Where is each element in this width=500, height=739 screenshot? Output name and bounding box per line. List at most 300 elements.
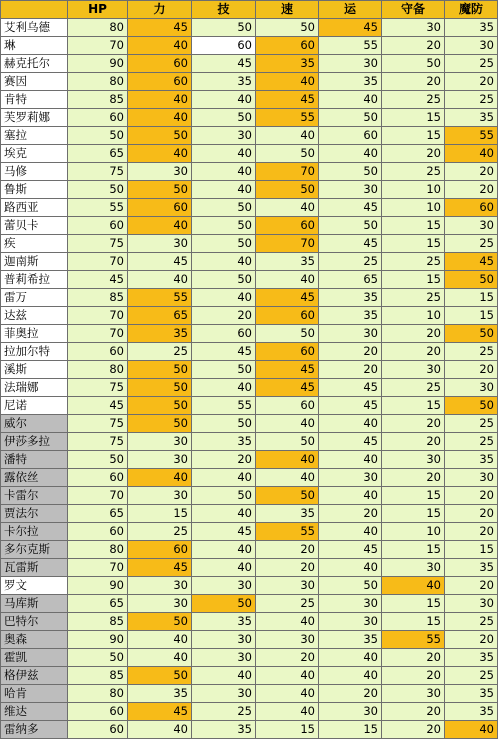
stat-cell[interactable]: 20 bbox=[382, 343, 445, 361]
stat-cell[interactable]: 40 bbox=[256, 271, 319, 289]
stat-cell[interactable]: 35 bbox=[445, 649, 498, 667]
stat-cell[interactable]: 20 bbox=[445, 73, 498, 91]
stat-cell[interactable]: 10 bbox=[382, 307, 445, 325]
stat-cell[interactable]: 40 bbox=[256, 73, 319, 91]
stat-cell[interactable]: 25 bbox=[382, 253, 445, 271]
stat-cell[interactable]: 60 bbox=[68, 217, 128, 235]
stat-cell[interactable]: 85 bbox=[68, 289, 128, 307]
row-name-cell[interactable]: 琳 bbox=[1, 37, 68, 55]
row-name-cell[interactable]: 卡尔拉 bbox=[1, 523, 68, 541]
stat-cell[interactable]: 15 bbox=[382, 271, 445, 289]
stat-cell[interactable]: 35 bbox=[192, 613, 256, 631]
stat-cell[interactable]: 30 bbox=[192, 649, 256, 667]
stat-cell[interactable]: 40 bbox=[256, 613, 319, 631]
stat-cell[interactable]: 30 bbox=[382, 451, 445, 469]
row-name-cell[interactable]: 伊莎多拉 bbox=[1, 433, 68, 451]
stat-cell[interactable]: 15 bbox=[128, 505, 192, 523]
stat-cell[interactable]: 60 bbox=[256, 217, 319, 235]
row-name-cell[interactable]: 达兹 bbox=[1, 307, 68, 325]
stat-cell[interactable]: 15 bbox=[319, 721, 382, 739]
stat-cell[interactable]: 60 bbox=[128, 541, 192, 559]
stat-cell[interactable]: 15 bbox=[382, 397, 445, 415]
stat-cell[interactable]: 40 bbox=[192, 163, 256, 181]
stat-cell[interactable]: 70 bbox=[256, 163, 319, 181]
stat-cell[interactable]: 45 bbox=[68, 271, 128, 289]
stat-cell[interactable]: 45 bbox=[256, 289, 319, 307]
stat-cell[interactable]: 35 bbox=[128, 685, 192, 703]
stat-cell[interactable]: 55 bbox=[256, 109, 319, 127]
stat-cell[interactable]: 40 bbox=[128, 721, 192, 739]
stat-cell[interactable]: 35 bbox=[319, 631, 382, 649]
stat-cell[interactable]: 25 bbox=[445, 433, 498, 451]
stat-cell[interactable]: 45 bbox=[128, 19, 192, 37]
stat-cell[interactable]: 30 bbox=[319, 595, 382, 613]
row-name-cell[interactable]: 多尔克斯 bbox=[1, 541, 68, 559]
stat-cell[interactable]: 45 bbox=[319, 379, 382, 397]
stat-cell[interactable]: 60 bbox=[128, 199, 192, 217]
stat-cell[interactable]: 30 bbox=[445, 379, 498, 397]
stat-cell[interactable]: 45 bbox=[256, 91, 319, 109]
stat-cell[interactable]: 50 bbox=[192, 271, 256, 289]
row-name-cell[interactable]: 威尔 bbox=[1, 415, 68, 433]
stat-cell[interactable]: 45 bbox=[319, 19, 382, 37]
stat-cell[interactable]: 20 bbox=[382, 703, 445, 721]
stat-cell[interactable]: 50 bbox=[128, 397, 192, 415]
row-name-cell[interactable]: 埃克 bbox=[1, 145, 68, 163]
stat-cell[interactable]: 50 bbox=[192, 595, 256, 613]
row-name-cell[interactable]: 潘特 bbox=[1, 451, 68, 469]
row-name-cell[interactable]: 拉加尔特 bbox=[1, 343, 68, 361]
stat-cell[interactable]: 50 bbox=[128, 181, 192, 199]
stat-cell[interactable]: 20 bbox=[382, 649, 445, 667]
row-name-cell[interactable]: 奥森 bbox=[1, 631, 68, 649]
stat-cell[interactable]: 70 bbox=[68, 487, 128, 505]
stat-cell[interactable]: 25 bbox=[256, 595, 319, 613]
stat-cell[interactable]: 15 bbox=[382, 109, 445, 127]
stat-cell[interactable]: 20 bbox=[382, 73, 445, 91]
stat-cell[interactable]: 50 bbox=[319, 217, 382, 235]
stat-cell[interactable]: 15 bbox=[256, 721, 319, 739]
stat-cell[interactable]: 60 bbox=[445, 199, 498, 217]
stat-cell[interactable]: 50 bbox=[256, 487, 319, 505]
stat-cell[interactable]: 40 bbox=[256, 667, 319, 685]
stat-cell[interactable]: 15 bbox=[382, 613, 445, 631]
stat-cell[interactable]: 70 bbox=[68, 307, 128, 325]
stat-cell[interactable]: 90 bbox=[68, 577, 128, 595]
stat-cell[interactable]: 50 bbox=[192, 235, 256, 253]
stat-cell[interactable]: 45 bbox=[192, 523, 256, 541]
stat-cell[interactable]: 30 bbox=[192, 577, 256, 595]
stat-cell[interactable]: 45 bbox=[319, 433, 382, 451]
row-name-cell[interactable]: 罗文 bbox=[1, 577, 68, 595]
stat-cell[interactable]: 50 bbox=[256, 181, 319, 199]
stat-cell[interactable]: 70 bbox=[68, 325, 128, 343]
stat-cell[interactable]: 25 bbox=[128, 523, 192, 541]
stat-cell[interactable]: 50 bbox=[128, 613, 192, 631]
stat-cell[interactable]: 50 bbox=[128, 379, 192, 397]
stat-cell[interactable]: 65 bbox=[128, 307, 192, 325]
stat-cell[interactable]: 35 bbox=[192, 721, 256, 739]
stat-cell[interactable]: 15 bbox=[445, 307, 498, 325]
row-name-cell[interactable]: 芙罗莉娜 bbox=[1, 109, 68, 127]
stat-cell[interactable]: 75 bbox=[68, 235, 128, 253]
stat-cell[interactable]: 15 bbox=[382, 235, 445, 253]
stat-cell[interactable]: 70 bbox=[256, 235, 319, 253]
stat-cell[interactable]: 60 bbox=[68, 109, 128, 127]
header-defense[interactable]: 守备 bbox=[382, 1, 445, 19]
stat-cell[interactable]: 35 bbox=[319, 289, 382, 307]
row-name-cell[interactable]: 疾 bbox=[1, 235, 68, 253]
stat-cell[interactable]: 45 bbox=[68, 397, 128, 415]
stat-cell[interactable]: 20 bbox=[192, 451, 256, 469]
stat-cell[interactable]: 40 bbox=[192, 667, 256, 685]
stat-cell[interactable]: 50 bbox=[128, 667, 192, 685]
row-name-cell[interactable]: 法瑞娜 bbox=[1, 379, 68, 397]
stat-cell[interactable]: 10 bbox=[382, 181, 445, 199]
stat-cell[interactable]: 40 bbox=[128, 37, 192, 55]
stat-cell[interactable]: 40 bbox=[256, 703, 319, 721]
stat-cell[interactable]: 40 bbox=[445, 721, 498, 739]
stat-cell[interactable]: 30 bbox=[319, 469, 382, 487]
stat-cell[interactable]: 20 bbox=[192, 307, 256, 325]
row-name-cell[interactable]: 赛因 bbox=[1, 73, 68, 91]
row-name-cell[interactable]: 格伊兹 bbox=[1, 667, 68, 685]
stat-cell[interactable]: 50 bbox=[68, 181, 128, 199]
stat-cell[interactable]: 25 bbox=[445, 235, 498, 253]
stat-cell[interactable]: 30 bbox=[445, 37, 498, 55]
stat-cell[interactable]: 50 bbox=[192, 487, 256, 505]
stat-cell[interactable]: 50 bbox=[319, 109, 382, 127]
row-name-cell[interactable]: 普莉希拉 bbox=[1, 271, 68, 289]
row-name-cell[interactable]: 贾法尔 bbox=[1, 505, 68, 523]
stat-cell[interactable]: 85 bbox=[68, 91, 128, 109]
stat-cell[interactable]: 55 bbox=[128, 289, 192, 307]
stat-cell[interactable]: 40 bbox=[319, 145, 382, 163]
row-name-cell[interactable]: 哈肯 bbox=[1, 685, 68, 703]
stat-cell[interactable]: 90 bbox=[68, 631, 128, 649]
stat-cell[interactable]: 35 bbox=[128, 325, 192, 343]
stat-cell[interactable]: 40 bbox=[319, 91, 382, 109]
stat-cell[interactable]: 55 bbox=[68, 199, 128, 217]
stat-cell[interactable]: 50 bbox=[68, 451, 128, 469]
stat-cell[interactable]: 30 bbox=[382, 685, 445, 703]
stat-cell[interactable]: 55 bbox=[192, 397, 256, 415]
row-name-cell[interactable]: 雷纳多 bbox=[1, 721, 68, 739]
stat-cell[interactable]: 10 bbox=[382, 523, 445, 541]
stat-cell[interactable]: 60 bbox=[319, 127, 382, 145]
header-hp[interactable]: HP bbox=[68, 1, 128, 19]
stat-cell[interactable]: 60 bbox=[128, 55, 192, 73]
row-name-cell[interactable]: 瓦雷斯 bbox=[1, 559, 68, 577]
stat-cell[interactable]: 50 bbox=[68, 649, 128, 667]
stat-cell[interactable]: 15 bbox=[382, 505, 445, 523]
stat-cell[interactable]: 30 bbox=[445, 595, 498, 613]
stat-cell[interactable]: 50 bbox=[445, 325, 498, 343]
stat-cell[interactable]: 20 bbox=[382, 325, 445, 343]
stat-cell[interactable]: 30 bbox=[319, 703, 382, 721]
stat-cell[interactable]: 20 bbox=[256, 541, 319, 559]
stat-cell[interactable]: 80 bbox=[68, 541, 128, 559]
stat-cell[interactable]: 60 bbox=[68, 469, 128, 487]
stat-cell[interactable]: 30 bbox=[382, 19, 445, 37]
stat-cell[interactable]: 40 bbox=[382, 577, 445, 595]
stat-cell[interactable]: 40 bbox=[128, 469, 192, 487]
stat-cell[interactable]: 35 bbox=[445, 703, 498, 721]
stat-cell[interactable]: 40 bbox=[192, 145, 256, 163]
stat-cell[interactable]: 75 bbox=[68, 163, 128, 181]
stat-cell[interactable]: 45 bbox=[256, 379, 319, 397]
stat-cell[interactable]: 60 bbox=[256, 343, 319, 361]
stat-cell[interactable]: 50 bbox=[128, 127, 192, 145]
stat-cell[interactable]: 50 bbox=[445, 271, 498, 289]
stat-cell[interactable]: 55 bbox=[445, 127, 498, 145]
stat-cell[interactable]: 50 bbox=[128, 361, 192, 379]
stat-cell[interactable]: 20 bbox=[319, 505, 382, 523]
stat-cell[interactable]: 40 bbox=[319, 649, 382, 667]
stat-cell[interactable]: 20 bbox=[319, 685, 382, 703]
stat-cell[interactable]: 30 bbox=[128, 163, 192, 181]
stat-cell[interactable]: 35 bbox=[445, 559, 498, 577]
stat-cell[interactable]: 30 bbox=[319, 181, 382, 199]
stat-cell[interactable]: 15 bbox=[382, 217, 445, 235]
stat-cell[interactable]: 20 bbox=[445, 487, 498, 505]
stat-cell[interactable]: 15 bbox=[382, 127, 445, 145]
stat-cell[interactable]: 30 bbox=[192, 685, 256, 703]
stat-cell[interactable]: 15 bbox=[382, 595, 445, 613]
stat-cell[interactable]: 30 bbox=[445, 217, 498, 235]
stat-cell[interactable]: 25 bbox=[445, 55, 498, 73]
stat-cell[interactable]: 25 bbox=[445, 667, 498, 685]
stat-cell[interactable]: 50 bbox=[382, 55, 445, 73]
stat-cell[interactable]: 40 bbox=[192, 91, 256, 109]
stat-cell[interactable]: 40 bbox=[192, 181, 256, 199]
row-name-cell[interactable]: 路西亚 bbox=[1, 199, 68, 217]
stat-cell[interactable]: 40 bbox=[192, 559, 256, 577]
stat-cell[interactable]: 40 bbox=[319, 415, 382, 433]
stat-cell[interactable]: 50 bbox=[68, 127, 128, 145]
stat-cell[interactable]: 40 bbox=[319, 523, 382, 541]
stat-cell[interactable]: 40 bbox=[128, 217, 192, 235]
stat-cell[interactable]: 40 bbox=[128, 145, 192, 163]
row-name-cell[interactable]: 卡雷尔 bbox=[1, 487, 68, 505]
stat-cell[interactable]: 20 bbox=[445, 523, 498, 541]
stat-cell[interactable]: 45 bbox=[319, 541, 382, 559]
stat-cell[interactable]: 30 bbox=[319, 613, 382, 631]
stat-cell[interactable]: 60 bbox=[256, 307, 319, 325]
header-strength[interactable]: 力 bbox=[128, 1, 192, 19]
stat-cell[interactable]: 20 bbox=[382, 721, 445, 739]
stat-cell[interactable]: 90 bbox=[68, 55, 128, 73]
stat-cell[interactable]: 20 bbox=[256, 559, 319, 577]
stat-cell[interactable]: 40 bbox=[256, 451, 319, 469]
stat-cell[interactable]: 20 bbox=[382, 37, 445, 55]
stat-cell[interactable]: 30 bbox=[319, 325, 382, 343]
stat-cell[interactable]: 40 bbox=[256, 127, 319, 145]
stat-cell[interactable]: 50 bbox=[192, 361, 256, 379]
stat-cell[interactable]: 20 bbox=[319, 343, 382, 361]
stat-cell[interactable]: 40 bbox=[319, 487, 382, 505]
stat-cell[interactable]: 70 bbox=[68, 559, 128, 577]
stat-cell[interactable]: 45 bbox=[319, 235, 382, 253]
stat-cell[interactable]: 50 bbox=[256, 433, 319, 451]
stat-cell[interactable]: 20 bbox=[445, 577, 498, 595]
stat-cell[interactable]: 65 bbox=[68, 145, 128, 163]
stat-cell[interactable]: 80 bbox=[68, 19, 128, 37]
stat-cell[interactable]: 60 bbox=[68, 703, 128, 721]
row-name-cell[interactable]: 菲奥拉 bbox=[1, 325, 68, 343]
header-speed[interactable]: 速 bbox=[256, 1, 319, 19]
stat-cell[interactable]: 70 bbox=[68, 253, 128, 271]
stat-cell[interactable]: 15 bbox=[445, 289, 498, 307]
stat-cell[interactable]: 30 bbox=[382, 361, 445, 379]
row-name-cell[interactable]: 维达 bbox=[1, 703, 68, 721]
stat-cell[interactable]: 30 bbox=[192, 631, 256, 649]
stat-cell[interactable]: 20 bbox=[382, 667, 445, 685]
stat-cell[interactable]: 40 bbox=[319, 559, 382, 577]
stat-cell[interactable]: 40 bbox=[256, 415, 319, 433]
stat-cell[interactable]: 30 bbox=[128, 487, 192, 505]
row-name-cell[interactable]: 鲁斯 bbox=[1, 181, 68, 199]
stat-cell[interactable]: 25 bbox=[319, 253, 382, 271]
row-name-cell[interactable]: 肯特 bbox=[1, 91, 68, 109]
stat-cell[interactable]: 30 bbox=[256, 631, 319, 649]
stat-cell[interactable]: 15 bbox=[445, 541, 498, 559]
stat-cell[interactable]: 20 bbox=[445, 181, 498, 199]
stat-cell[interactable]: 30 bbox=[319, 55, 382, 73]
stat-cell[interactable]: 45 bbox=[128, 559, 192, 577]
stat-cell[interactable]: 55 bbox=[319, 37, 382, 55]
stat-cell[interactable]: 60 bbox=[68, 523, 128, 541]
stat-cell[interactable]: 60 bbox=[256, 37, 319, 55]
stat-cell[interactable]: 35 bbox=[256, 505, 319, 523]
header-name[interactable] bbox=[1, 1, 68, 19]
stat-cell[interactable]: 75 bbox=[68, 379, 128, 397]
stat-cell[interactable]: 20 bbox=[382, 469, 445, 487]
stat-cell[interactable]: 50 bbox=[192, 415, 256, 433]
stat-cell[interactable]: 60 bbox=[192, 37, 256, 55]
stat-cell[interactable]: 45 bbox=[128, 703, 192, 721]
stat-cell[interactable]: 45 bbox=[445, 253, 498, 271]
stat-cell[interactable]: 80 bbox=[68, 685, 128, 703]
stat-cell[interactable]: 25 bbox=[445, 415, 498, 433]
stat-cell[interactable]: 45 bbox=[256, 361, 319, 379]
stat-cell[interactable]: 45 bbox=[319, 199, 382, 217]
stat-cell[interactable]: 35 bbox=[192, 433, 256, 451]
stat-cell[interactable]: 30 bbox=[445, 469, 498, 487]
stat-cell[interactable]: 25 bbox=[382, 379, 445, 397]
stat-cell[interactable]: 40 bbox=[319, 451, 382, 469]
stat-cell[interactable]: 25 bbox=[128, 343, 192, 361]
stat-cell[interactable]: 50 bbox=[192, 217, 256, 235]
stat-cell[interactable]: 10 bbox=[382, 199, 445, 217]
stat-cell[interactable]: 40 bbox=[192, 541, 256, 559]
stat-cell[interactable]: 30 bbox=[382, 559, 445, 577]
stat-cell[interactable]: 50 bbox=[192, 109, 256, 127]
stat-cell[interactable]: 45 bbox=[192, 55, 256, 73]
stat-cell[interactable]: 60 bbox=[128, 73, 192, 91]
stat-cell[interactable]: 40 bbox=[128, 109, 192, 127]
stat-cell[interactable]: 50 bbox=[128, 415, 192, 433]
stat-cell[interactable]: 65 bbox=[68, 595, 128, 613]
stat-cell[interactable]: 60 bbox=[192, 325, 256, 343]
stat-cell[interactable]: 35 bbox=[445, 19, 498, 37]
stat-cell[interactable]: 25 bbox=[382, 289, 445, 307]
stat-cell[interactable]: 20 bbox=[382, 415, 445, 433]
stat-cell[interactable]: 20 bbox=[445, 631, 498, 649]
stat-cell[interactable]: 50 bbox=[319, 163, 382, 181]
row-name-cell[interactable]: 塞拉 bbox=[1, 127, 68, 145]
stat-cell[interactable]: 25 bbox=[382, 91, 445, 109]
header-skill[interactable]: 技 bbox=[192, 1, 256, 19]
stat-cell[interactable]: 20 bbox=[382, 145, 445, 163]
stat-cell[interactable]: 50 bbox=[192, 199, 256, 217]
stat-cell[interactable]: 35 bbox=[319, 73, 382, 91]
stat-cell[interactable]: 60 bbox=[68, 721, 128, 739]
stat-cell[interactable]: 80 bbox=[68, 73, 128, 91]
row-name-cell[interactable]: 蕾贝卡 bbox=[1, 217, 68, 235]
stat-cell[interactable]: 25 bbox=[445, 343, 498, 361]
stat-cell[interactable]: 40 bbox=[128, 631, 192, 649]
stat-cell[interactable]: 30 bbox=[128, 235, 192, 253]
stat-cell[interactable]: 40 bbox=[192, 289, 256, 307]
stat-cell[interactable]: 50 bbox=[256, 19, 319, 37]
stat-cell[interactable]: 75 bbox=[68, 433, 128, 451]
stat-cell[interactable]: 75 bbox=[68, 415, 128, 433]
stat-cell[interactable]: 20 bbox=[256, 649, 319, 667]
row-name-cell[interactable]: 溪斯 bbox=[1, 361, 68, 379]
stat-cell[interactable]: 35 bbox=[319, 307, 382, 325]
stat-cell[interactable]: 35 bbox=[445, 451, 498, 469]
stat-cell[interactable]: 85 bbox=[68, 613, 128, 631]
stat-cell[interactable]: 25 bbox=[445, 91, 498, 109]
stat-cell[interactable]: 40 bbox=[256, 199, 319, 217]
stat-cell[interactable]: 50 bbox=[256, 145, 319, 163]
stat-cell[interactable]: 65 bbox=[68, 505, 128, 523]
stat-cell[interactable]: 40 bbox=[192, 469, 256, 487]
stat-cell[interactable]: 30 bbox=[256, 577, 319, 595]
stat-cell[interactable]: 80 bbox=[68, 361, 128, 379]
stat-cell[interactable]: 70 bbox=[68, 37, 128, 55]
stat-cell[interactable]: 45 bbox=[319, 397, 382, 415]
stat-cell[interactable]: 35 bbox=[192, 73, 256, 91]
stat-cell[interactable]: 30 bbox=[128, 577, 192, 595]
stat-cell[interactable]: 40 bbox=[192, 253, 256, 271]
row-name-cell[interactable]: 马修 bbox=[1, 163, 68, 181]
row-name-cell[interactable]: 巴特尔 bbox=[1, 613, 68, 631]
stat-cell[interactable]: 15 bbox=[382, 487, 445, 505]
stat-cell[interactable]: 20 bbox=[319, 361, 382, 379]
stat-cell[interactable]: 40 bbox=[192, 505, 256, 523]
stat-cell[interactable]: 40 bbox=[128, 649, 192, 667]
row-name-cell[interactable]: 马库斯 bbox=[1, 595, 68, 613]
stat-cell[interactable]: 40 bbox=[445, 145, 498, 163]
stat-cell[interactable]: 35 bbox=[256, 55, 319, 73]
stat-cell[interactable]: 30 bbox=[128, 433, 192, 451]
stat-cell[interactable]: 55 bbox=[382, 631, 445, 649]
stat-cell[interactable]: 25 bbox=[382, 163, 445, 181]
stat-cell[interactable]: 40 bbox=[256, 469, 319, 487]
stat-cell[interactable]: 30 bbox=[128, 451, 192, 469]
header-resistance[interactable]: 魔防 bbox=[445, 1, 498, 19]
stat-cell[interactable]: 30 bbox=[192, 127, 256, 145]
stat-cell[interactable]: 35 bbox=[445, 109, 498, 127]
stat-cell[interactable]: 20 bbox=[445, 505, 498, 523]
row-name-cell[interactable]: 迦南斯 bbox=[1, 253, 68, 271]
stat-cell[interactable]: 25 bbox=[445, 613, 498, 631]
row-name-cell[interactable]: 雷万 bbox=[1, 289, 68, 307]
row-name-cell[interactable]: 露依丝 bbox=[1, 469, 68, 487]
stat-cell[interactable]: 20 bbox=[382, 433, 445, 451]
